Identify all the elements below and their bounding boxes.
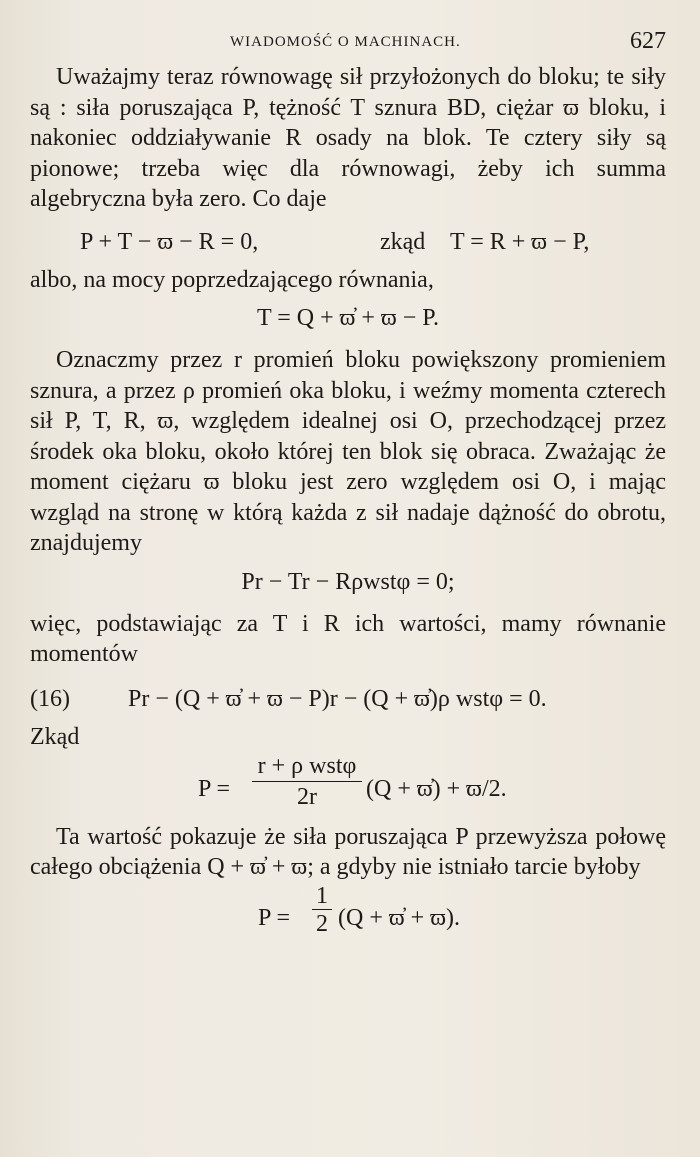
equation-frictionless-lhs: P = bbox=[258, 904, 290, 931]
equation-connector: zkąd bbox=[380, 228, 426, 255]
equation-force-p bbox=[30, 752, 666, 822]
paragraph-equilibrium: Uważajmy teraz równowagę sił przyłożonych do bloku; te siły są : siła poruszająca P, tężność T sznura BD, ciężar ϖ bloku, i nakoniec oddziaływanie R osady na blok. Te cztery siły są pionowe; trzeba więc dla równowagi, żeby ich summa algebryczna była zero. Co daje bbox=[30, 64, 666, 212]
page-header bbox=[30, 28, 666, 62]
paragraph-moments: Oznaczmy przez r promień bloku powiększony promieniem sznura, a przez ρ promień oka bloku, i weźmy momenta czterech sił P, T, R, ϖ, względem idealnej osi O, przechodzącej przez środek oka bloku, około której ten blok się obraca. Zważając że moment ciężaru ϖ bloku jest zero względem osi O, i mając wzgląd na stronę w którą każda z sił nadaje dążność do obrotu, znajdujemy bbox=[30, 347, 666, 556]
equation-16 bbox=[30, 678, 666, 722]
equation-tension: T = R + ϖ − P, bbox=[450, 228, 590, 255]
fraction-half-denominator: 2 bbox=[316, 910, 328, 937]
equation-tension-value: T = Q + ϖ̓ + ϖ − P. bbox=[257, 305, 439, 331]
word-zkad: Zkąd bbox=[30, 723, 80, 750]
equation-number: (16) bbox=[30, 685, 70, 712]
fraction-numerator: r + ρ wstφ bbox=[252, 752, 362, 782]
fraction bbox=[252, 752, 362, 812]
equation-16-body: Pr − (Q + ϖ̓ + ϖ − P)r − (Q + ϖ̓)ρ wstφ = 0. bbox=[128, 685, 547, 712]
fraction-denominator: 2r bbox=[297, 783, 317, 810]
equation-force-balance bbox=[30, 221, 666, 265]
page-number: 627 bbox=[630, 28, 666, 54]
equation-frictionless bbox=[30, 883, 666, 953]
fraction-half bbox=[312, 883, 332, 938]
equation-moments: Pr − Tr − Rρwstφ = 0; bbox=[241, 568, 455, 595]
paragraph-preceding-equation: albo, na mocy poprzedzającego równania, bbox=[30, 266, 434, 293]
paragraph-substitution: więc, podstawiając za T i R ich wartości, mamy równanie momentów bbox=[30, 610, 666, 667]
equation-force-balance-lhs: P + T − ϖ − R = 0, bbox=[80, 228, 259, 255]
running-head: WIADOMOŚĆ O MACHINACH. bbox=[230, 34, 461, 50]
paragraph-conclusion: Ta wartość pokazuje że siła poruszająca P przewyższa połowę całego obciążenia Q + ϖ̓ + ϖ; a gdyby nie istniało tarcie byłoby bbox=[30, 823, 666, 880]
fraction-half-numerator: 1 bbox=[312, 883, 332, 910]
equation-force-p-rest: (Q + ϖ̓) + ϖ/2. bbox=[366, 775, 507, 802]
equation-frictionless-rest: (Q + ϖ̓ + ϖ). bbox=[338, 904, 460, 931]
equation-force-p-lhs: P = bbox=[198, 775, 230, 802]
